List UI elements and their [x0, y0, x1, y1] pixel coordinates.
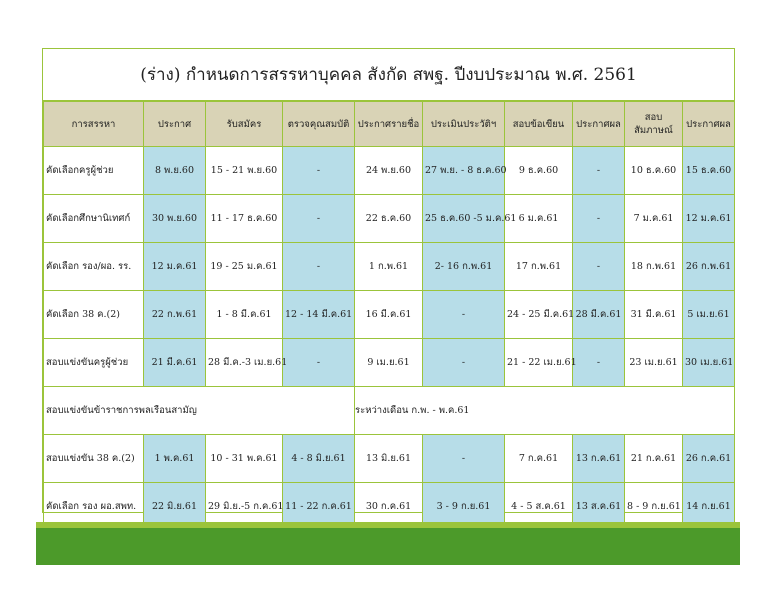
table-cell: 26 ก.พ.61: [683, 243, 735, 291]
row-label: คัดเลือก 38 ค.(2): [44, 291, 144, 339]
table-cell: 31 มี.ค.61: [625, 291, 683, 339]
header-cell: ประเมินประวัติฯ: [423, 102, 505, 147]
table-cell: 8 พ.ย.60: [144, 147, 206, 195]
table-cell: 8 - 9 ก.ย.61: [625, 483, 683, 531]
footer-band-dark: [36, 528, 740, 565]
table-row: [44, 387, 735, 435]
table-cell: 11 - 17 ธ.ค.60: [206, 195, 283, 243]
table-cell: 24 - 25 มี.ค.61: [505, 291, 573, 339]
table-cell: 30 เม.ย.61: [683, 339, 735, 387]
table-cell: -: [283, 339, 355, 387]
table-cell: 27 พ.ย. - 8 ธ.ค.60: [423, 147, 505, 195]
header-cell: ประกาศรายชื่อ: [355, 102, 423, 147]
header-cell: สอบข้อเขียน: [505, 102, 573, 147]
table-cell: -: [283, 243, 355, 291]
table-cell: 11 - 22 ก.ค.61: [283, 483, 355, 531]
table-cell: 28 มี.ค.-3 เม.ย.61: [206, 339, 283, 387]
table-cell: 18 ก.พ.61: [625, 243, 683, 291]
table-cell: 3 - 9 ก.ย.61: [423, 483, 505, 531]
header-cell: ประกาศผล: [683, 102, 735, 147]
table-cell: 28 มี.ค.61: [573, 291, 625, 339]
table-row: [44, 435, 735, 483]
header-cell: ตรวจคุณสมบัติ: [283, 102, 355, 147]
header-cell: ประกาศผล: [573, 102, 625, 147]
table-cell: 1 ก.พ.61: [355, 243, 423, 291]
table-cell: 2- 16 ก.พ.61: [423, 243, 505, 291]
table-cell: 10 ธ.ค.60: [625, 147, 683, 195]
row-label: คัดเลือกครูผู้ช่วย: [44, 147, 144, 195]
period-note: ระหว่างเดือน ก.พ. - พ.ค.61: [355, 387, 735, 435]
table-cell: 22 ธ.ค.60: [355, 195, 423, 243]
table-cell: 29 มิ.ย.-5 ก.ค.61: [206, 483, 283, 531]
row-label: คัดเลือก รอง/ผอ. รร.: [44, 243, 144, 291]
table-cell: -: [423, 291, 505, 339]
table-cell: 13 ก.ค.61: [573, 435, 625, 483]
table-cell: 23 เม.ย.61: [625, 339, 683, 387]
table-cell: -: [573, 147, 625, 195]
header-row: [44, 102, 735, 147]
table-cell: 5 เม.ย.61: [683, 291, 735, 339]
table-cell: 21 มี.ค.61: [144, 339, 206, 387]
table-cell: -: [283, 195, 355, 243]
header-cell: สอบ สัมภาษณ์: [625, 102, 683, 147]
table-cell: 15 - 21 พ.ย.60: [206, 147, 283, 195]
table-cell: -: [423, 435, 505, 483]
table-cell: 30 พ.ย.60: [144, 195, 206, 243]
table-row: [44, 147, 735, 195]
table-cell: 1 - 8 มี.ค.61: [206, 291, 283, 339]
table-row: [44, 195, 735, 243]
schedule-frame: [42, 48, 735, 513]
table-cell: 13 ส.ค.61: [573, 483, 625, 531]
row-label: สอบแข่งขัน 38 ค.(2): [44, 435, 144, 483]
schedule-table: [43, 101, 735, 531]
table-cell: 13 มิ.ย.61: [355, 435, 423, 483]
table-cell: -: [573, 339, 625, 387]
table-cell: 30 ก.ค.61: [355, 483, 423, 531]
table-cell: 15 ธ.ค.60: [683, 147, 735, 195]
table-cell: -: [573, 243, 625, 291]
row-label: สอบแข่งขันครูผู้ช่วย: [44, 339, 144, 387]
row-label: สอบแข่งขันข้าราชการพลเรือนสามัญ: [44, 387, 355, 435]
table-row: [44, 339, 735, 387]
table-cell: 26 ก.ค.61: [683, 435, 735, 483]
table-cell: -: [283, 147, 355, 195]
table-cell: 14 ก.ย.61: [683, 483, 735, 531]
table-cell: 12 ม.ค.61: [683, 195, 735, 243]
table-cell: 12 ม.ค.61: [144, 243, 206, 291]
table-cell: 6 ม.ค.61: [505, 195, 573, 243]
table-cell: 1 พ.ค.61: [144, 435, 206, 483]
table-cell: 21 ก.ค.61: [625, 435, 683, 483]
table-cell: 22 มิ.ย.61: [144, 483, 206, 531]
table-cell: 24 พ.ย.60: [355, 147, 423, 195]
table-cell: 22 ก.พ.61: [144, 291, 206, 339]
table-cell: 12 - 14 มี.ค.61: [283, 291, 355, 339]
table-cell: 10 - 31 พ.ค.61: [206, 435, 283, 483]
table-cell: -: [573, 195, 625, 243]
page-title: (ร่าง) กำหนดการสรรหาบุคคล สังกัด สพฐ. ปีงบประมาณ พ.ศ. 2561: [43, 49, 734, 101]
header-cell: การสรรหา: [44, 102, 144, 147]
header-cell: ประกาศ: [144, 102, 206, 147]
row-label: คัดเลือกศึกษานิเทศก์: [44, 195, 144, 243]
table-row: [44, 291, 735, 339]
table-cell: 7 ก.ค.61: [505, 435, 573, 483]
table-cell: 21 - 22 เม.ย.61: [505, 339, 573, 387]
table-cell: 25 ธ.ค.60 -5 ม.ค.61: [423, 195, 505, 243]
row-label: คัดเลือก รอง ผอ.สพท.: [44, 483, 144, 531]
table-cell: 7 ม.ค.61: [625, 195, 683, 243]
table-cell: -: [423, 339, 505, 387]
table-row: [44, 243, 735, 291]
table-cell: 9 เม.ย.61: [355, 339, 423, 387]
table-cell: 4 - 5 ส.ค.61: [505, 483, 573, 531]
table-cell: 9 ธ.ค.60: [505, 147, 573, 195]
table-cell: 19 - 25 ม.ค.61: [206, 243, 283, 291]
header-cell: รับสมัคร: [206, 102, 283, 147]
table-cell: 17 ก.พ.61: [505, 243, 573, 291]
table-cell: 4 - 8 มิ.ย.61: [283, 435, 355, 483]
table-cell: 16 มี.ค.61: [355, 291, 423, 339]
